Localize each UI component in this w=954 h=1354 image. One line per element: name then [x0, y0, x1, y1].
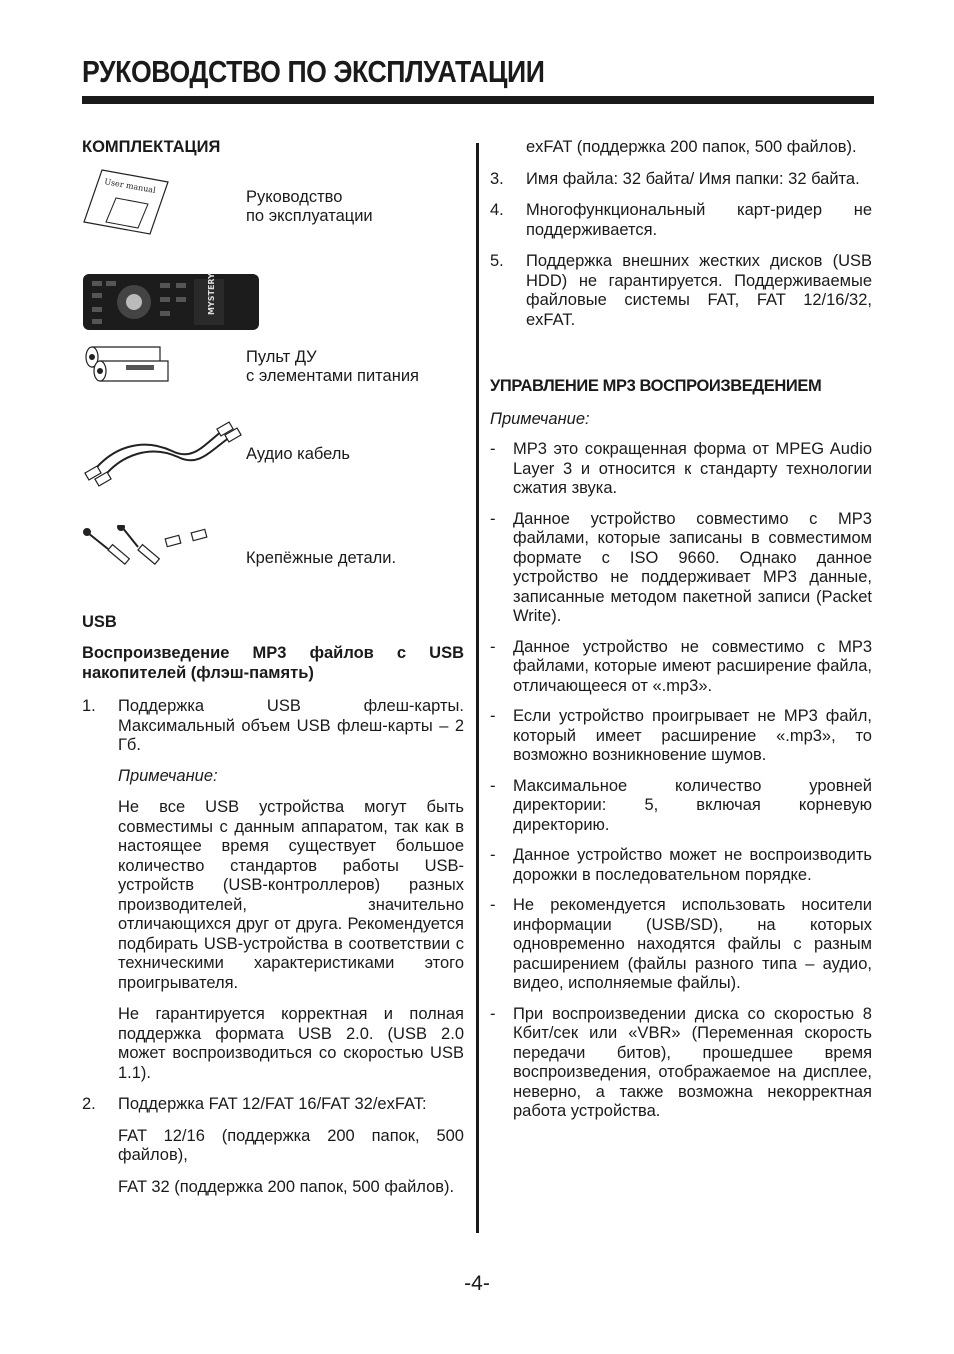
- list-text: Данное устройство совместимо с MP3 файлами, которые записаны в совместимом формате с ISO 9660. Однако данное устройство не поддерживает MP3 данные, записанные методом пакетной записи (Packet Write).: [513, 509, 872, 625]
- list-item: [82, 697, 464, 756]
- dash-marker: -: [490, 896, 496, 914]
- manual-cover-text: User manual: [103, 176, 157, 195]
- list-item: [490, 707, 872, 766]
- list-text: Максимальное количество уровней директории: 5, включая корневую директорию.: [513, 776, 872, 834]
- list-text: При воспроизведении диска со скоростью 8 Кбит/сек или «VBR» (Переменная скорость передачи битов), прошедшее время воспроизведения, отображаемое на дисплее, неверно, а также возможна некорректная работа устройства.: [513, 1004, 872, 1120]
- list-text: Имя файла: 32 байта/ Имя папки: 32 байта.: [526, 169, 860, 188]
- list-item: [490, 170, 872, 190]
- kit-item-cable: [82, 435, 464, 527]
- dash-marker: -: [490, 707, 496, 725]
- list-item: [82, 1095, 464, 1115]
- page-title: РУКОВОДСТВО ПО ЭКСПЛУАТАЦИИ: [82, 54, 545, 89]
- fasteners-icon: [82, 525, 222, 581]
- dash-marker: -: [490, 1004, 496, 1023]
- usb-subheading: Воспроизведение MP3 файлов с USB накопителей (флэш-память): [82, 644, 464, 682]
- kit-heading: КОМПЛЕКТАЦИЯ: [82, 138, 221, 156]
- mp3-heading: УПРАВЛЕНИЕ MP3 ВОСПРОИЗВЕДЕНИЕМ: [490, 377, 822, 395]
- kit-label-manual: [246, 188, 373, 227]
- note-label: Примечание:: [118, 766, 218, 785]
- dash-marker: -: [490, 440, 496, 458]
- left-column: [82, 130, 464, 1197]
- kit-label-line: с элементами питания: [246, 367, 419, 385]
- remote-control-icon: [82, 273, 262, 333]
- title-underline: [82, 96, 874, 104]
- list-number: 2.: [82, 1095, 96, 1113]
- kit-label-line: Крепёжные детали.: [246, 548, 397, 567]
- kit-label-line: Руководство: [246, 187, 343, 206]
- list-item: [490, 1005, 872, 1122]
- list-text: MP3 это сокращенная форма от MPEG Audio Layer 3 и относится к стандарту технологии сжатия звука.: [513, 440, 872, 497]
- list-text: Поддержка внешних жестких дисков (USB HDD) не гарантируется. Поддерживаемые файловые системы FAT, FAT 12/16/32, exFAT.: [526, 252, 872, 329]
- audio-cable-icon: [82, 417, 242, 487]
- list-number: 3.: [490, 169, 504, 188]
- dash-marker: -: [490, 776, 496, 795]
- list-number: 1.: [82, 697, 96, 715]
- note-paragraph: Не все USB устройства могут быть совместимы с данным аппаратом, так как в настоящее время существует большое количество стандартов работы USB-устройств (USB-контроллеров) разных производителей, значительно отличающихся друг от друга. Рекомендуется подбирать USB-устройства в соответствии с техническими характеристиками этого проигрывателя.: [118, 798, 464, 992]
- dash-marker: -: [490, 846, 496, 864]
- dash-marker: -: [490, 509, 496, 528]
- remote-brand-text: MYSTERY: [207, 272, 216, 315]
- list-text: Если устройство проигрывает не MP3 файл, который имеет расширение «.mp3», то возможно возникновение шумов.: [513, 707, 872, 764]
- usb-heading: USB: [82, 612, 117, 631]
- fat-32-line: FAT 32 (поддержка 200 папок, 500 файлов).: [118, 1177, 455, 1196]
- kit-label-line: по эксплуатации: [246, 207, 373, 225]
- kit-label-line: Пульт ДУ: [246, 347, 317, 366]
- list-item: [490, 252, 872, 330]
- kit-item-manual: [82, 170, 464, 265]
- fat-1216-line: FAT 12/16 (поддержка 200 папок, 500 файлов),: [118, 1126, 464, 1164]
- list-text: Поддержка USB флеш-карты. Максимальный объем USB флеш-карты – 2 Гб.: [118, 697, 464, 754]
- kit-label-remote: [246, 348, 419, 387]
- list-item: [490, 201, 872, 240]
- note-label: Примечание:: [490, 409, 590, 428]
- list-item: [490, 846, 872, 885]
- manual-icon: [82, 162, 172, 242]
- kit-label-hardware: [246, 549, 396, 569]
- column-divider: [476, 143, 479, 1233]
- list-text: Данное устройство может не воспроизводить дорожки в последовательном порядке.: [513, 846, 872, 884]
- list-item: [490, 440, 872, 499]
- page-number: -4-: [464, 1272, 490, 1295]
- exfat-line: exFAT (поддержка 200 папок, 500 файлов).: [526, 138, 857, 156]
- kit-item-hardware: [82, 527, 464, 613]
- list-text: Данное устройство не совместимо с MP3 файлами, которые имеют расширение файла, отличающееся от «.mp3».: [513, 637, 872, 695]
- list-text: Поддержка FAT 12/FAT 16/FAT 32/exFAT:: [118, 1095, 427, 1113]
- dash-marker: -: [490, 637, 496, 656]
- list-item: [490, 510, 872, 627]
- list-number: 5.: [490, 252, 504, 270]
- batteries-icon: [82, 339, 172, 389]
- list-item: [490, 777, 872, 836]
- list-number: 4.: [490, 201, 504, 219]
- right-column: [490, 130, 872, 1122]
- note-paragraph: Не гарантируется корректная и полная поддержка формата USB 2.0. (USB 2.0 может воспроизводиться со скоростью USB 1.1).: [118, 1005, 464, 1082]
- list-item: [490, 638, 872, 697]
- kit-label-line: Аудио кабель: [246, 444, 351, 463]
- list-text: Многофункциональный карт-ридер не поддерживается.: [526, 201, 872, 239]
- kit-label-cable: [246, 445, 350, 465]
- list-item: [490, 896, 872, 994]
- list-text: Не рекомендуется использовать носители информации (USB/SD), на которых одновременно находятся файлы с разным расширением (файлы разного типа – аудио, видео, исполняемые файлы).: [513, 896, 872, 992]
- kit-item-remote: [82, 272, 464, 435]
